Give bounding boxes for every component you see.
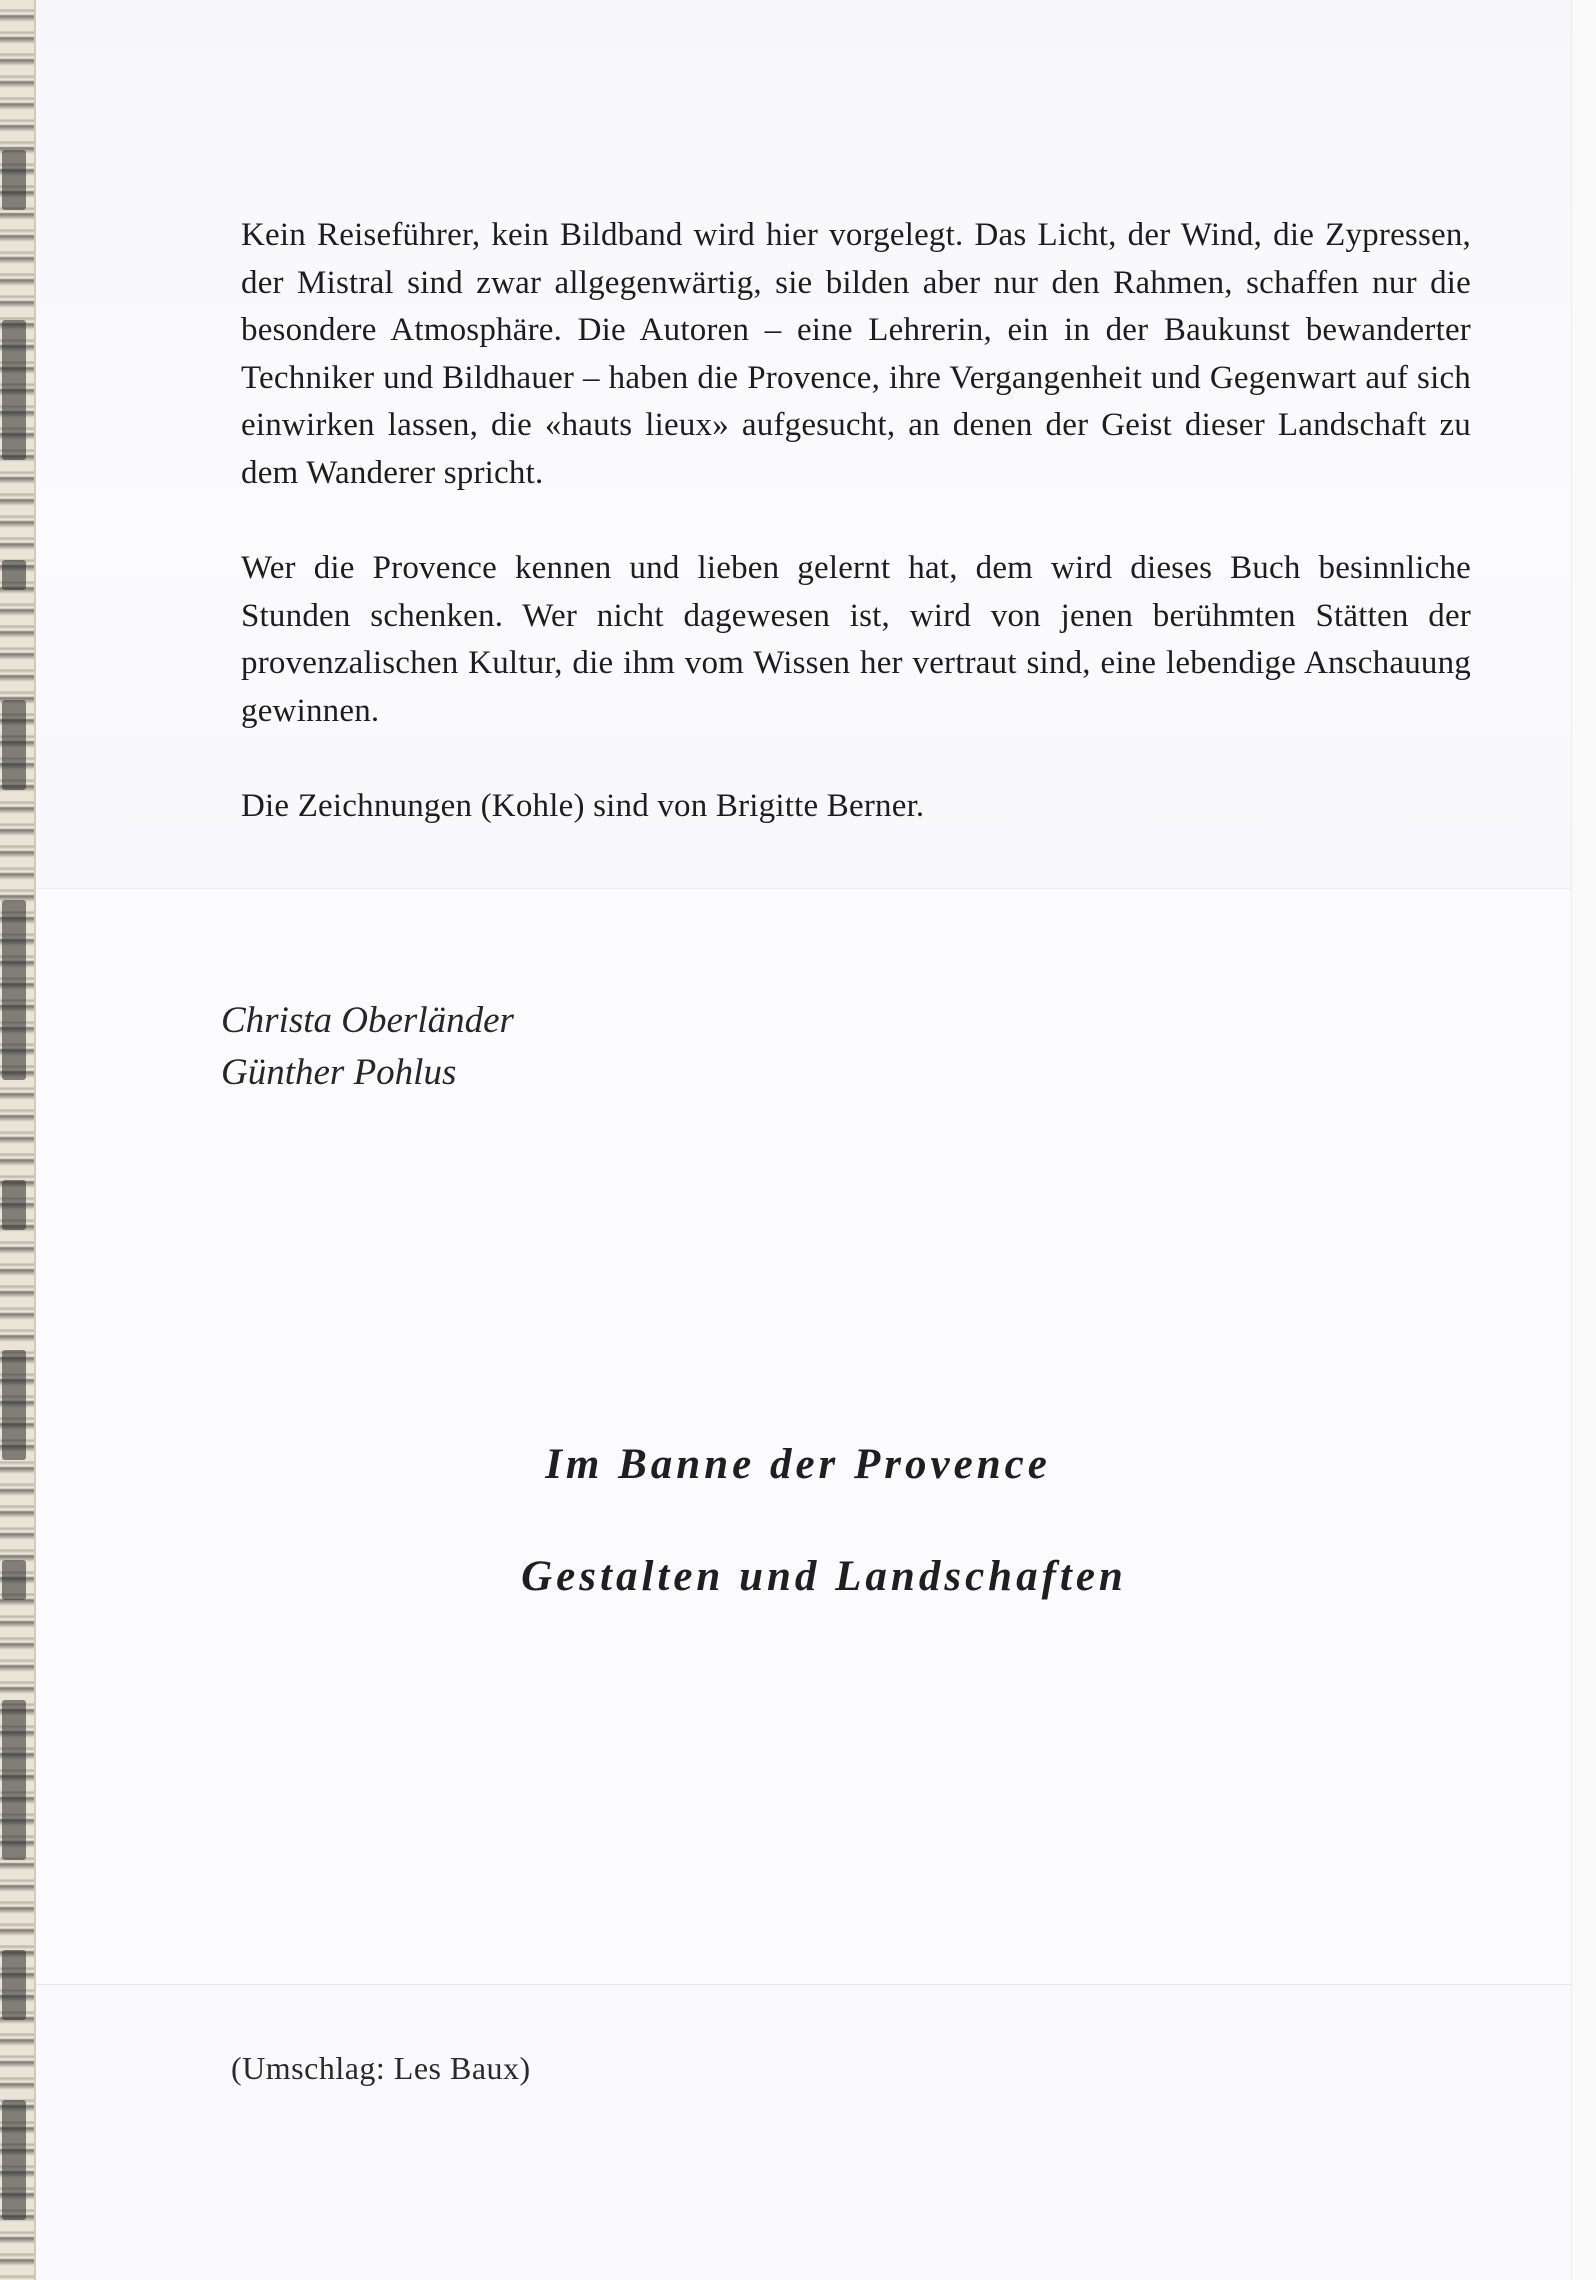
scanned-book-spine-strip xyxy=(0,0,36,2280)
document-page xyxy=(36,0,1572,2280)
author-name: Günther Pohlus xyxy=(221,1052,457,1093)
page-right-edge xyxy=(1571,0,1596,2280)
author-list xyxy=(221,995,514,1099)
description-paragraph: Wer die Provence kennen und lieben gelernt hat, dem wird dieses Buch besinnliche Stunden schenken. Wer nicht dagewesen ist, wird von jenen berühmten Stätten der provenzalischen Kultur, die ihm vom Wissen her vertraut sind, eine lebendige Anschauung gewinnen. xyxy=(241,550,1471,729)
cover-note: (Umschlag: Les Baux) xyxy=(231,2050,531,2086)
author-name: Christa Oberländer xyxy=(221,1000,514,1041)
book-description xyxy=(241,212,1471,831)
description-paragraph: Kein Reiseführer, kein Bildband wird hier vorgelegt. Das Licht, der Wind, die Zypressen, der Mistral sind zwar allgegenwärtig, sie bilden aber nur den Rahmen, schaffen nur die besondere Atmosphäre. Die Autoren – eine Lehrerin, ein in der Baukunst bewanderter Techniker und Bildhauer – haben die Provence, ihre Vergangenheit und Gegenwart auf sich einwirken lassen, die «hauts lieux» aufgesucht, an denen der Geist dieser Landschaft zu dem Wanderer spricht. xyxy=(241,217,1471,491)
book-title: Im Banne der Provence xyxy=(545,1441,1051,1488)
illustration-credit: Die Zeichnungen (Kohle) sind von Brigitte Berner. xyxy=(241,788,925,824)
book-subtitle: Gestalten und Landschaften xyxy=(521,1553,1127,1600)
cover-note-panel xyxy=(36,1985,1572,2280)
